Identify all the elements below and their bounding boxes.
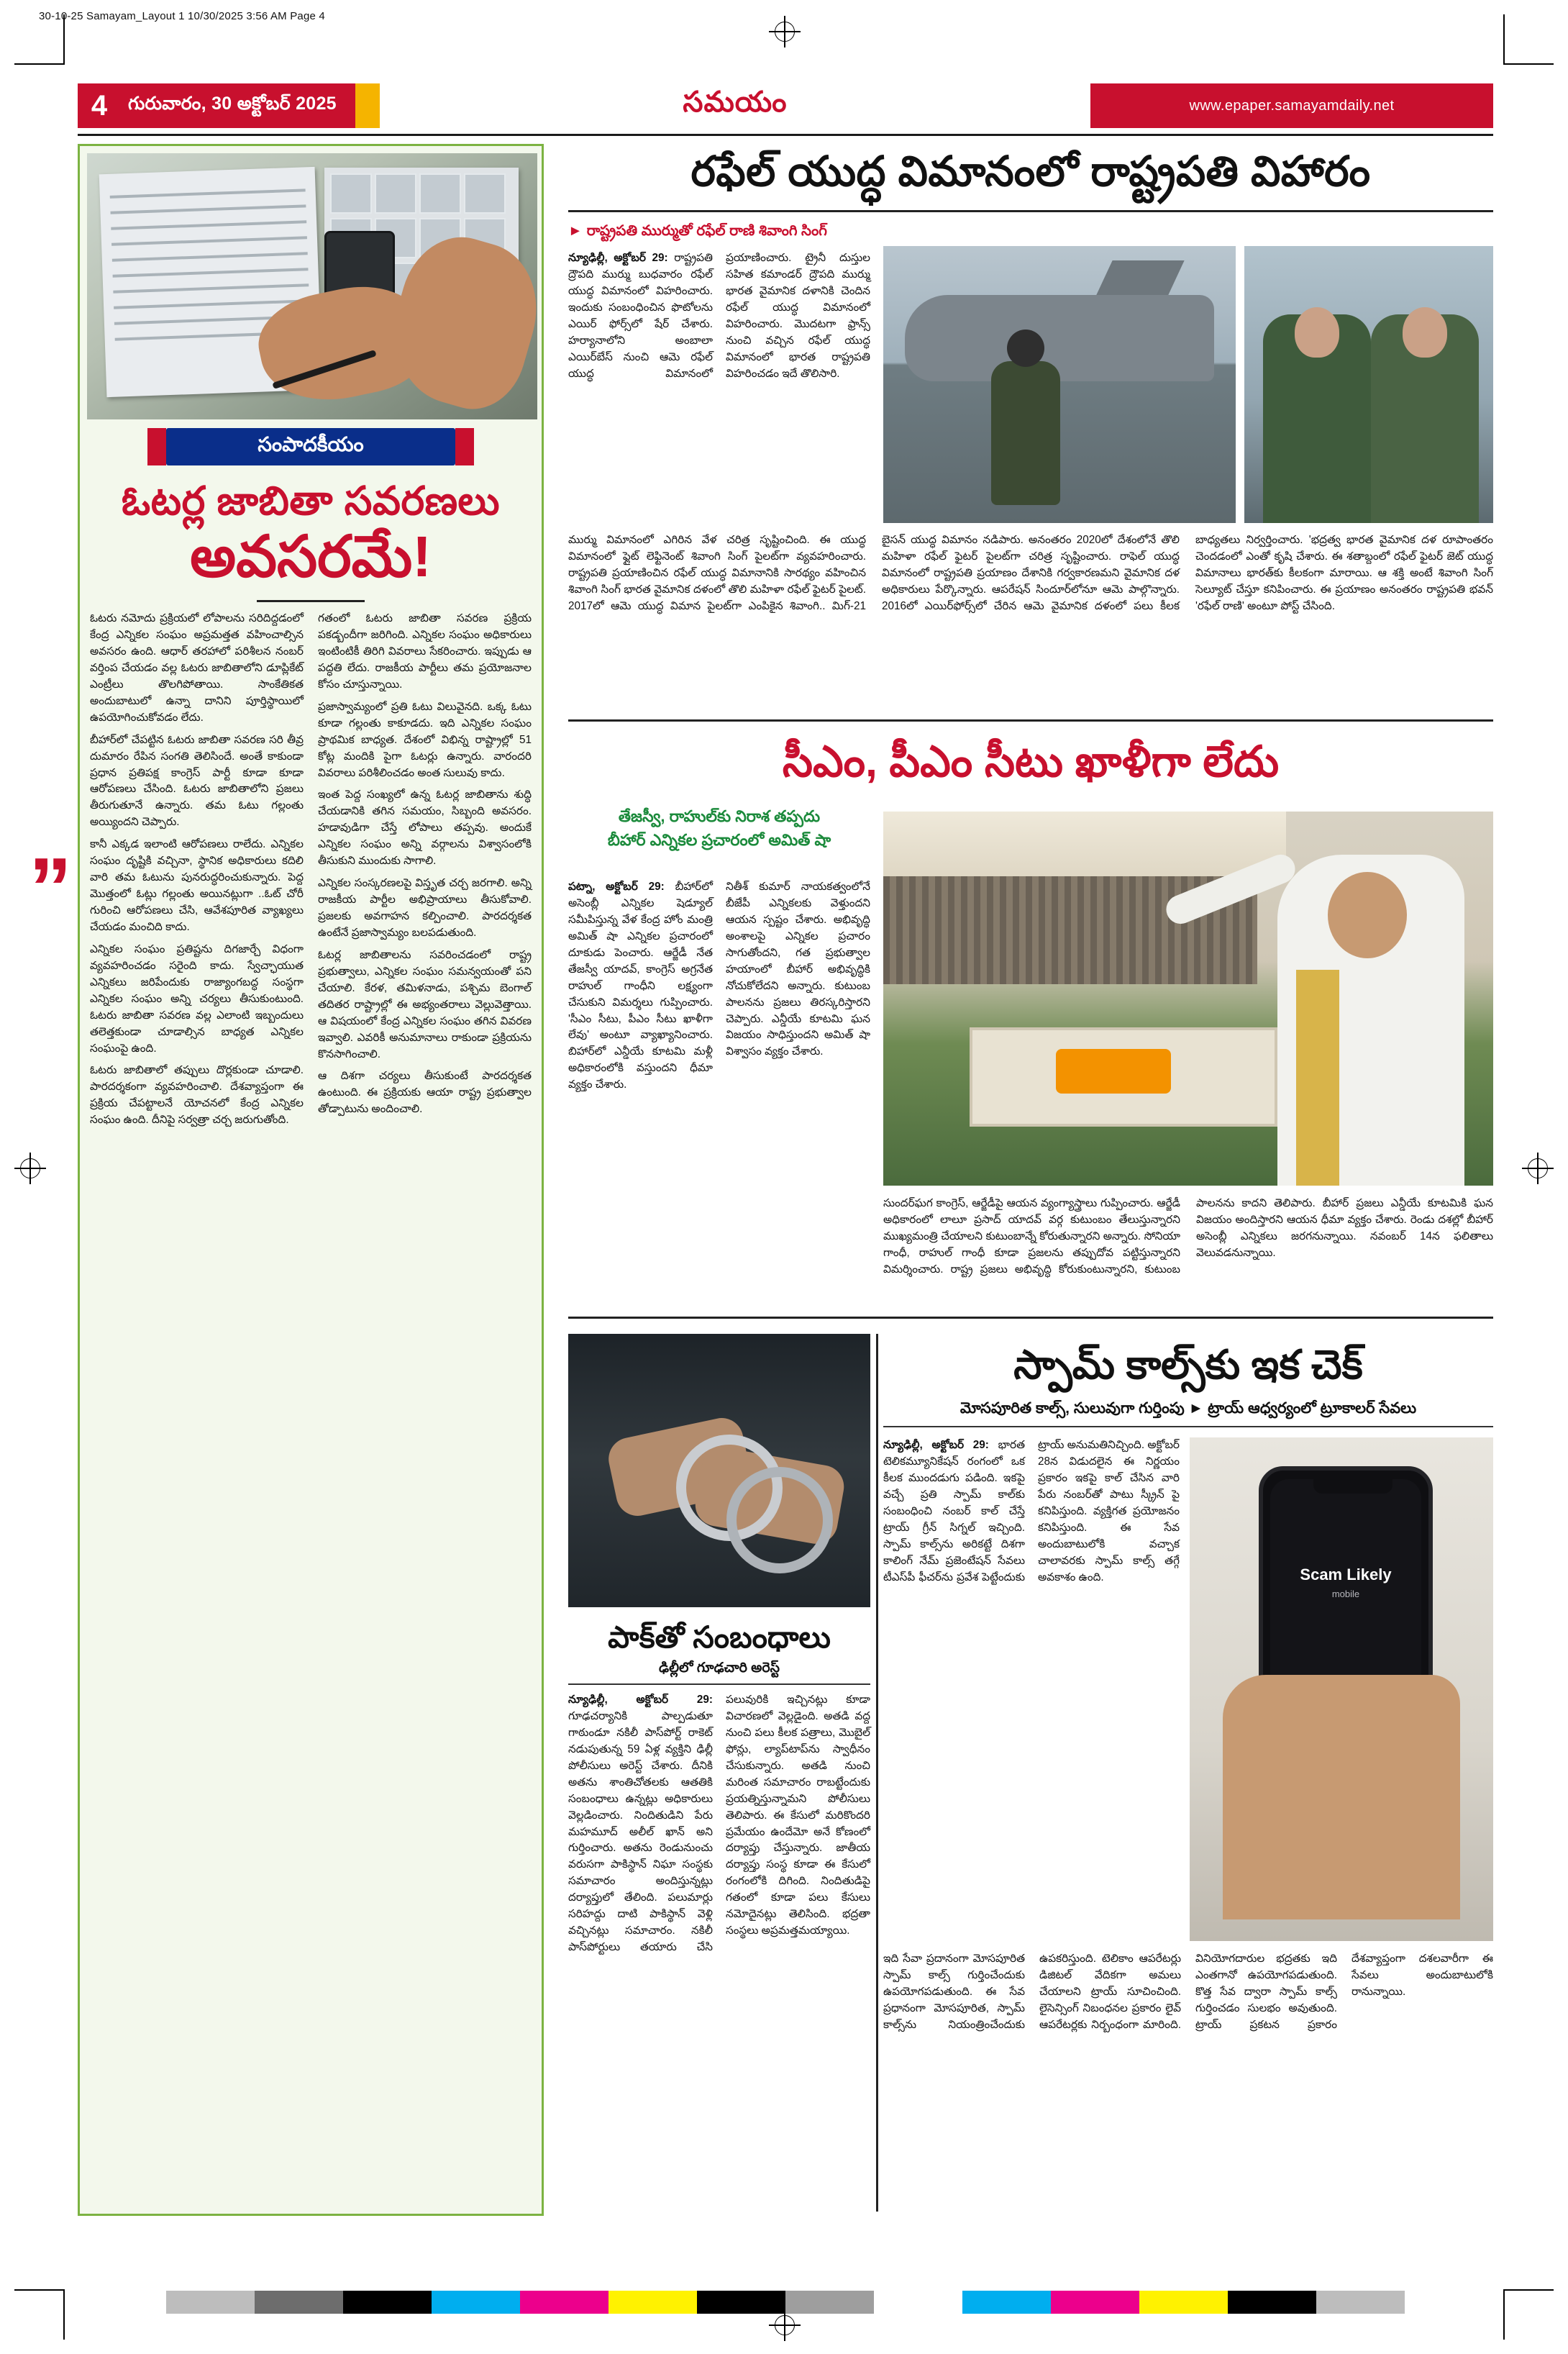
rally-canopy: [883, 812, 1286, 881]
story-two-subhead-line2: బీహార్ ఎన్నికల ప్రచారంలో అమిత్ షా: [607, 831, 831, 849]
crop-mark: [1503, 14, 1505, 65]
scam-likely-label: Scam Likely: [1300, 1565, 1392, 1583]
speaker-face: [1328, 872, 1407, 958]
hand-holding-phone: [1223, 1675, 1460, 1919]
quote-mark-decoration: ”: [29, 840, 72, 937]
publication-title: సమయం: [683, 86, 788, 118]
main-story-subhead-text: రాష్ట్రపతి ముర్ముతో రఫేల్ రాణి శివాంగి సింగ్: [586, 223, 827, 239]
editorial-divider: [257, 600, 365, 602]
editorial-paragraph: బీహార్‌లో చేపట్టిన ఓటరు జాబితా సవరణ సరి తీవ్ర దుమారం రేపిన సంగతి తెలిసిందే. అంతే కాకుండా ప్రధాన ప్రతిపక్ష కాంగ్రెస్ పార్టీ కూడా కూడా ఆరోపణలు చేసింది. ఓటరు జాబితాలోని ప్రజలు తీరుగుతూనే ఉన్నారు. తమ ఓటు గల్లంతు అయ్యిందని చెప్పారు.: [90, 733, 304, 829]
story-three-subhead: ఢిల్లీలో గూఢచారి అరెస్ట్: [659, 1660, 780, 1676]
section-separator-1: [568, 719, 1493, 722]
bullet-icon: ►: [568, 223, 583, 239]
crop-mark: [14, 2289, 65, 2291]
editorial-paragraph: ఓటరు జాబితాలో తప్పులు దొర్లకుండా చూడాలి. పారదర్శకంగా వ్యవహరించాలి. దేశవ్యాప్తంగా ఈ ప్రక్రియ చేపట్టాలనే యోచనలో కేంద్ర ఎన్నికల సంఘం ఉంది. దీనిపై సర్వత్రా చర్చ జరుగుతోంది.: [90, 1064, 304, 1127]
crop-mark: [63, 2289, 65, 2340]
editorial-badge: సంపాదకీయం: [166, 428, 455, 465]
pilot-helmet: [1007, 330, 1044, 367]
story-four-subhead: మోసపూరిత కాల్స్, సులువుగా గుర్తింపు ► ట్రాయ్ ఆధ్వర్యంలో ట్రూకాలర్ సేవలు: [960, 1400, 1417, 1417]
pilot-figure-right: [1371, 314, 1479, 523]
editorial-headline-line1: ఓటర్ల జాబితా సవరణలు: [121, 478, 501, 523]
main-story-dateline: న్యూఢిల్లీ, అక్టోబర్ 29:: [568, 252, 668, 264]
main-story-body-bottom: [568, 532, 1493, 712]
story-two-headline: సీఎం, పీఎం సీటు ఖాళీగా లేదు: [782, 737, 1280, 786]
masthead: [78, 83, 1493, 128]
story-four-body-left: [883, 1437, 1180, 1941]
story-three-dateline: న్యూఢిల్లీ, అక్టోబర్ 29:: [568, 1694, 713, 1706]
editorial-paragraph: గతంలో ఓటరు జాబితా సవరణ ప్రక్రియ పకడ్బందీగా జరిగింది. ఎన్నికల సంఘం అధికారులు ఇంటింటికీ తిరిగి వివరాలు సేకరించారు. ఇప్పుడు ఆ పద్ధతి లేదు. రాజకీయ పార్టీలు తమ ప్రయోజనాల కోసం చూస్తున్నాయి.: [318, 612, 532, 691]
story-two-body-low-text: సుందర్‌ఘగ కాంగ్రెస్, ఆర్జేడీపై ఆయన వ్యంగ్యాస్త్రాలు గుప్పించారు. ఆర్జేడీ అధికారంలో లాలూ ప్రసాద్ యాదవ్ వర్గ కుటుంబం తేలుస్తున్నారని ముఖ్యమంత్రి చేయాలని కుటుంబాన్నే కోరుతున్నారని అన్నారు. సోనియా గాంధీ, రాహుల్ గాంధీ కూడా ప్రజలను తప్పుదోవ పట్టిస్తున్నారని విమర్శించారు. రాష్ట్ర ప్రజలు అభివృద్ధి కోరుకుంటున్నారని, కుటుంబ పాలనను కాదని తెలిపారు. బీహార్ ప్రజలు ఎన్డీయే కూటమికి ఘన విజయం అందిస్తారని ఆయన ధీమా వ్యక్తం చేశారు. రెండు దశల్లో బీహార్ అసెంబ్లీ ఎన్నికలు జరగనున్నాయి. నవంబర్ 14న ఫలితాలు వెలువడనున్నాయి.: [883, 1197, 1493, 1276]
pilot-face: [1295, 307, 1339, 358]
editorial-photo: [87, 153, 537, 419]
jet-fuselage: [905, 295, 1214, 381]
editorial-paragraph: ఓటర్ల జాబితాలను సవరించడంలో రాష్ట్ర ప్రభుత్వాలు, ఎన్నికల సంఘం సమన్వయంతో పని చేయాలి. కేరళ, తమిళనాడు, పశ్చిమ బెంగాల్ తదితర రాష్ట్రాల్లో ఈ అభ్యంతరాలు వెల్లువెత్తాయి. ఆ విషయంలో కేంద్ర ఎన్నికల సంఘం తగిన వివరణ ఇవ్వాలి. ఎవరికీ అనుమానాలు రాకుండా ప్రక్రియను కొనసాగించాలి.: [318, 948, 532, 1060]
story-two-subhead: [568, 804, 870, 852]
registration-mark-right: [1528, 1158, 1548, 1178]
story-three-body-text: గూఢచర్యానికి పాల్పడుతూ గాఠుండూ నకిలీ పాస్‌పోర్ట్ రాకెట్ నడుపుతున్న 59 ఏళ్ల వ్యక్తిని ఢిల్లీ పోలీసులు అరెస్ట్ చేశారు. దీనికి అతను శాంతిచోతలకు ఆతతికి సంబంధాలు ఉన్నట్లు అధికారులు వెల్లడించారు. నిందితుడిని పేరు మహమూద్ అలీల్ ఖాన్ అని గుర్తించారు. అతను రెండునుంచు వరుసగా పాకిస్థాన్ నిఘా సంస్థకు సమాచారం అందిస్తున్నట్లు దర్యాప్తులో తేలింది. పలుమార్లు సరిహద్దు దాటి పాకిస్థాన్ వెళ్లి వచ్చినట్లు సమాచారం. నకిలీ పాస్‌పోర్టులు తయారు చేసి పలువురికి ఇచ్చినట్లు కూడా విచారణలో వెల్లడైంది. అతడి వద్ద నుంచి పలు కీలక పత్రాలు, మొబైల్ ఫోన్లు, ల్యాప్‌టాప్‌ను స్వాధీనం చేసుకున్నారు. అతడి నుంచి మరింత సమాచారం రాబట్టేందుకు ప్రయత్నిస్తున్నామని పోలీసులు తెలిపారు. ఈ కేసులో మరికొందరి ప్రమేయం ఉందేమో అనే కోణంలో దర్యాప్తు చేస్తున్నారు. జాతీయ దర్యాప్తు సంస్థ కూడా ఈ కేసులో రంగంలోకి దిగింది. నిందితుడిపై గతంలో కూడా పలు కేసులు నమోదైనట్లు తెలిసింది. భద్రతా సంస్థలు అప్రమత్తమయ్యాయి.: [568, 1694, 870, 1954]
editorial-paragraph: ఓటరు నమోదు ప్రక్రియలో లోపాలను సరిదిద్దడంలో కేంద్ర ఎన్నికల సంఘం అప్రమత్తత వహించాల్సిన అవసరం ఉంది. ఆధార్ తరహాలో పరిశీలన నంబర్ వర్తింప చేయడం వల్ల ఓటరు జాబితాలోని డూప్లికేట్ ఎంట్రీలు తొలగిపోతాయి. సాంకేతికత అందుబాటులో ఉన్నా దానిని పూర్తిస్థాయిలో ఉపయోగించుకోవడం లేదు.: [90, 612, 304, 724]
main-story-body-text: రాష్ట్రపతి ద్రౌపది ముర్ము బుధవారం రఫేల్ యుద్ధ విమానంలో విహరించారు. ఇందుకు సంబంధించిన ఫొటోలను ఎయిర్ ఫోర్స్‌లో షేర్ చేశారు. హర్యానాలోని అంబాలా ఎయిర్‌బేస్ నుంచి ఆమె రఫేల్ యుద్ధ విమానంలో ప్రయాణించారు. ట్రైనీ దుస్తుల సహిత కమాండర్ ద్రౌపది ముర్ము భారత వైమానిక దళానికి చెందిన రఫేల్ యుద్ధ విమానంలో విహరించారు. మొదటగా ఫ్రాన్స్ నుంచి వచ్చిన రఫేల్ యుద్ధ విమానంలో భారత రాష్ట్రపతి విహరించడం ఇదే తొలిసారి.: [568, 252, 870, 380]
story-four-body-bottom-text: ఇది సేవా ప్రదానంగా మోసపూరిత స్పామ్ కాల్స్ గుర్తించేందుకు ఉపయోగపడుతుంది. ఈ సేవ ప్రధానంగా మోసపూరిత, స్పామ్ కాల్స్‌ను నియంత్రించేందుకు ఉపకరిస్తుంది. టెలికాం ఆపరేటర్లు డిజిటల్ వేదికగా అమలు చేయాలని ట్రాయ్ సూచించింది. లైసెన్సింగ్ నిబంధనల ప్రకారం లైవ్ ఆపరేటర్లకు నిర్బంధంగా మారింది. వినియోగదారుల భద్రతకు ఇది ఎంతగానో ఉపయోగపడుతుంది. కొత్త సేవ ద్వారా స్పామ్ కాల్స్ గుర్తించడం సులభం అవుతుంది. ట్రాయ్ ప్రకటన ప్రకారం దేశవ్యాప్తంగా దశలవారీగా ఈ సేవలు అందుబాటులోకి రానున్నాయి.: [883, 1953, 1493, 2031]
story-four-body-left-text: భారత టెలికమ్యూనికేషన్ రంగంలో ఒక కీలక ముందడుగు పడింది. ఇకపై వచ్చే ప్రతి స్పామ్ కాల్‌కు సంబంధించి నంబర్ కాల్ చేస్తే ట్రాయ్ గ్రీన్ సిగ్నల్ ఇచ్చింది. స్పామ్ కాల్స్‌ను అరికట్టే దిశగా కాలింగ్ నేమ్ ప్రజెంటేషన్ సేవలు టీఎస్‌పీ ఫీచర్‌ను ప్రవేశ పెట్టేందుకు ట్రాయ్ అనుమతినిచ్చింది. అక్టోబర్ 28న విడుదలైన ఈ నిర్ణయం ప్రకారం ఇకపై కాల్ చేసిన వారి పేరు నంబర్‌తో పాటు స్క్రీన్ పై కనిపిస్తుంది. వ్యక్తిగత ప్రయోజనం కనిపిస్తుంది. ఈ సేవ అందుబాటులోకి వచ్చాక చాలావరకు స్పామ్ కాల్స్ తగ్గే అవకాశం ఉంది.: [883, 1439, 1180, 1583]
print-slug: 30-10-25 Samayam_Layout 1 10/30/2025 3:56 AM Page 4: [39, 10, 325, 22]
editorial-paragraph: ఎన్నికల సంస్కరణలపై విస్తృత చర్చ జరగాలి. అన్ని రాజకీయ పార్టీల అభిప్రాయాలు తీసుకోవాలి. ప్రజలకు అవగాహన కల్పించాలి. పారదర్శకత ఉంటేనే ప్రజాస్వామ్యం బలపడుతుంది.: [318, 877, 532, 939]
color-calibration-bar: [78, 2291, 1493, 2314]
page-number: 4: [78, 83, 121, 128]
pilot-figure: [991, 361, 1060, 505]
photo-pilots-pair: [1244, 246, 1493, 523]
main-story-body-top: [568, 250, 870, 524]
epaper-url[interactable]: www.epaper.samayamdaily.net: [1090, 83, 1493, 128]
registration-mark-top: [775, 22, 795, 42]
phone-notch: [1313, 1479, 1392, 1494]
story-three-rule: [568, 1683, 870, 1685]
registration-mark-bottom: [775, 2315, 795, 2335]
story-two-body-left: బీహార్‌లో అసెంబ్లీ ఎన్నికల షెడ్యూల్ సమీపిస్తున్న వేళ కేంద్ర హోం మంత్రి అమిత్ షా ఎన్నికల ప్రచారంలో దూకుడు పెంచారు. ఆర్జేడీ నేత తేజస్వీ యాదవ్, కాంగ్రెస్ అగ్రనేత రాహుల్ గాంధీని లక్ష్యంగా చేసుకుని విమర్శలు గుప్పించారు. 'సీఎం సీటు, పీఎం సీటు ఖాళీగా లేవు' అంటూ వ్యాఖ్యానించారు. బిహార్‌లో ఎన్డీయే కూటమి మళ్లీ అధికారంలోకి వస్తుందని ధీమా వ్యక్తం చేశారు.: [568, 881, 713, 1091]
photo-smartphone-scam-call: [1190, 1437, 1493, 1941]
mobile-sub-label: mobile: [1331, 1589, 1360, 1599]
main-story-headline: రఫేల్ యుద్ధ విమానంలో రాష్ట్రపతి విహారం: [690, 148, 1371, 195]
handcuff-ring-right: [726, 1467, 833, 1573]
editorial-paragraph: ప్రజాస్వామ్యంలో ప్రతి ఓటు విలువైనది. ఒక్క ఓటు కూడా గల్లంతు కాకూడదు. ఇది ఎన్నికల సంఘం ప్రాథమిక బాధ్యత. దేశంలో విభిన్న రాష్ట్రాల్లో 51 కోట్ల మందికి పైగా ఓటర్లు ఉన్నారు. వారందరి వివరాలు పరిశీలించడం అంత సులువు కాదు.: [318, 700, 532, 779]
pilot-face: [1403, 307, 1447, 358]
registration-mark-left: [20, 1158, 40, 1178]
story-four-headline: స్పామ్ కాల్స్‌కు ఇక చెక్: [1013, 1342, 1363, 1387]
crop-mark: [1503, 2289, 1554, 2291]
story-two-body-right: నితీశ్ కుమార్ నాయకత్వంలోనే బీజేపీ ఎన్నికలకు వెళ్తుందని ఆయన స్పష్టం చేశారు. అభివృద్ధి అంశాలపై ఎన్నికల ప్రచారం సాగుతోందని, గత ప్రభుత్వాల హయాంలో బీహార్ అభివృద్ధికి నోచుకోలేదని అన్నారు. కుటుంబ పాలనను ప్రజలు తిరస్కరిస్తారని చెప్పారు. ఎన్డీయే కూటమి ఘన విజయం సాధిస్తుందని అమిత్ షా విశ్వాసం వ్యక్తం చేశారు.: [726, 881, 870, 1058]
editorial-headline-line2: అవసరమే!: [190, 524, 432, 589]
crop-mark: [1503, 63, 1554, 65]
story-four-body-bottom: [883, 1951, 1493, 2212]
photo-rafale-jet: [883, 246, 1236, 523]
story-two-subhead-line1: తేజస్వీ, రాహుల్‌కు నిరాశ తప్పదు: [618, 807, 821, 825]
photo-handcuffs: [568, 1334, 870, 1607]
speaker-scarf: [1296, 970, 1339, 1186]
photo-election-rally: [883, 812, 1493, 1186]
crop-mark: [1503, 2289, 1505, 2340]
main-story-body-text-low: ముర్ము విమానంలో ఎగిరిన వేళ చరిత్ర సృష్టించింది. ఈ యుద్ధ విమానంలో ఫ్లైట్ లెఫ్టినెంట్ శివాంగి సింగ్ పైలట్‌గా వ్యవహరించారు. రాష్ట్రపతి ప్రయాణించిన రఫేల్ యుద్ధ విమానానికి సారథ్యం వహించిన శివాంగి సింగ్ భారత వైమానిక దళంలో తొలి మహిళా రఫేల్ ఫైటర్ పైలట్. 2017లో ఆమె యుద్ధ విమాన పైలట్‌గా ఎంపికైన శివాంగి.. మిగ్-21 బైసన్ యుద్ధ విమానం నడిపారు. అనంతరం 2020లో దేశంలోనే తొలి మహిళా రఫేల్ ఫైటర్ పైలట్‌గా చరిత్ర సృష్టించారు. రాఫెల్ యుద్ధ విమానంలో రాష్ట్రపతి ప్రయాణం దేశానికి గర్వకారణమని వైమానిక దళ అధికారులు పేర్కొన్నారు. ఆపరేషన్ సిందూర్‌లోనూ ఆమె పాల్గొన్నారు. 2016లో ఎయిర్‌ఫోర్స్‌లో చేరిన ఆమె వైమానిక దళంలో పలు కీలక బాధ్యతలు నిర్వర్తించారు. 'భద్రత్వ భారత వైమానిక దళ రూపాంతరం చెందడంలో ఎంతో కృషి చేశారు. ఈ శతాబ్దంలో రఫేల్ ఫైటర్ జెట్ యుద్ధ విమానాలు భారత్‌కు కీలకంగా మారాయి. ఆ శక్తి అంటే శివాంగి సింగ్ సెల్యూట్ చేస్తూ కనిపించారు. ఈ ప్రయాణం అనంతరం రాష్ట్రపతి భవన్ 'రఫేల్ రాణి' అంటూ పోస్ట్ చేసింది.: [568, 534, 1493, 612]
editorial-paragraph: ఆ దిశగా చర్యలు తీసుకుంటే పారదర్శకత ఉంటుంది. ఈ ప్రక్రియకు ఆయా రాష్ట్ర ప్రభుత్వాల తోడ్పాటును అందించాలి.: [318, 1070, 532, 1116]
party-logo: [1056, 1049, 1171, 1094]
main-story-rule: [568, 210, 1493, 212]
speaker-figure: [1277, 855, 1464, 1186]
column-separator: [876, 1334, 878, 2212]
issue-date: గురువారం, 30 అక్టోబర్ 2025: [121, 83, 355, 128]
story-two-body-low: [883, 1196, 1493, 1304]
crop-mark: [14, 63, 65, 65]
editorial-paragraph: కానీ ఎక్కడ ఇలాంటి ఆరోపణలు రాలేదు. ఎన్నికల సంఘం దృష్టికి వచ్చినా, స్థానిక అధికారులు కదిలి వారి తమ ఓటును పునరుద్ధరించుకున్నారు. పెద్ద మొత్తంలో ఓట్లు గల్లంతు అయినట్లుగా ..ఓట్ చోరీ గురించి ఆరోపణలు చేసి, ఆవేశపూరిత వ్యాఖ్యలు చేయడం మంచిది కాదు.: [90, 838, 304, 933]
story-three-headline: పాక్‌తో సంబంధాలు: [608, 1620, 831, 1654]
masthead-rule: [78, 134, 1493, 136]
story-two-body: [568, 879, 870, 1308]
editorial-body: [87, 611, 534, 1130]
story-three-body: [568, 1692, 870, 2210]
editorial-paragraph: ఎన్నికల సంఘం ప్రతిష్టను దిగజార్చే విధంగా వ్యవహరించడం సరైంది కాదు. స్వేచ్ఛాయుత ఎన్నికలు జరిపేందుకు రాజ్యాంగబద్ధ సంస్థగా ఎన్నికల సంఘం అన్ని చర్యలు తీసుకుంటుంది. ఓటరు జాబితా సవరణ వల్ల ఎలాంటి ఇబ్బందులు తలెత్తకుండా చూడాల్సిన బాధ్యత ఎన్నికల సంఘంపై ఉంది.: [90, 942, 304, 1055]
story-four-dateline: న్యూఢిల్లీ, అక్టోబర్ 29:: [883, 1439, 989, 1451]
pilot-figure-left: [1263, 314, 1371, 523]
story-four-rule: [883, 1426, 1493, 1427]
story-two-dateline: పట్నా, అక్టోబర్ 29:: [568, 881, 665, 893]
masthead-accent-bar: [355, 83, 380, 128]
editorial-paragraph: ఇంత పెద్ద సంఖ్యలో ఉన్న ఓటర్ల జాబితాను శుద్ధి చేయడానికి తగిన సమయం, సిబ్బంది అవసరం. హడావుడిగా చేస్తే లోపాలు తప్పవు. అందుకే ఎన్నికల సంఘం అన్ని వర్గాలను విశ్వాసంలోకి తీసుకుని ముందుకు సాగాలి.: [318, 789, 532, 868]
main-story-subhead: [568, 223, 1014, 242]
editorial-column: [78, 144, 544, 2216]
section-separator-2: [568, 1317, 1493, 1319]
